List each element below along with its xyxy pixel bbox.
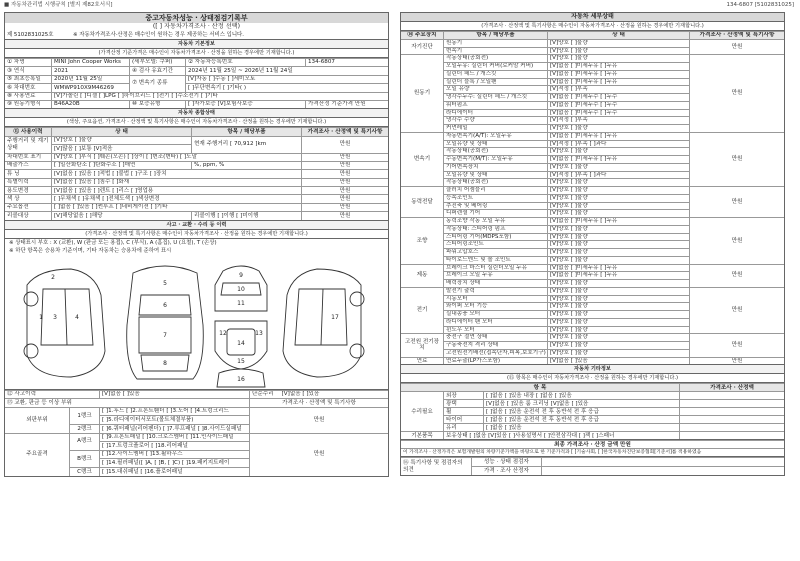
rank-2: 2랭크: [69, 424, 99, 433]
device-item: 등속조인트: [443, 194, 547, 202]
cell: 만원: [301, 186, 388, 194]
cell: 만원: [301, 161, 388, 169]
cell: ④ 검사 유효기간: [129, 66, 185, 74]
cell: ⑦ 변속기 종류: [129, 75, 185, 92]
inspector-label: 성능 · 상태 점검자: [471, 457, 541, 466]
cell: ⑬ 교환, 판금 등 이상 부위: [5, 398, 249, 407]
cell: ⑫ 사고이력: [5, 390, 99, 399]
cell: (세부모델: 쿠퍼): [129, 58, 185, 66]
cell: 주요옵션: [5, 203, 51, 211]
device-item: 라디에이터 팬 모터: [443, 318, 547, 326]
cell: 가격산정 기준가격 만원: [305, 100, 388, 108]
device-status: [V]양호 [ ]불량: [547, 240, 689, 248]
device-item: 원동기: [443, 39, 547, 47]
basic-heading: 자동차 기본정보: [4, 39, 389, 49]
cell: 현재 주행거리 [ 70,912 ]km: [191, 136, 301, 153]
document-subtitle: ([ ] 자동차가격조사 · 산정 선택): [4, 23, 389, 31]
cell: [V]없음 [ ]있음 [ ]침수 [ ]화재: [51, 178, 301, 186]
device-item: 수동변속기(M/T): 오일누유: [443, 155, 547, 163]
device-item: 오일유량 및 상태: [443, 171, 547, 179]
device-group-label: 원동기: [401, 54, 443, 132]
accident-note: (가격조사 · 산정액 및 특기사항은 매수인이 자동차가격조사 · 산정을 원하는 경우에만 기재합니다.): [4, 230, 389, 239]
device-status: [V]양호 [ ]불량: [547, 310, 689, 318]
device-status: [V]양호 [ ]불량: [547, 287, 689, 295]
header-left: ■ 자동차관리법 시행규칙 [별지 제82호서식]: [4, 2, 113, 8]
header-cell: 상 태: [51, 127, 191, 135]
cell: 리콜대상: [5, 211, 51, 219]
cell: 2021: [51, 66, 129, 74]
panel-label-5: 5: [163, 279, 167, 287]
device-status: [V]양호 [ ]불량: [547, 178, 689, 186]
device-status: [V]없음 [ ]미세누유 [ ]누유: [547, 132, 689, 140]
device-item: 오일 유량: [443, 85, 547, 93]
rank-b: B랭크: [69, 450, 99, 467]
panel-label-1: 1: [39, 313, 43, 321]
special-label: ⑯ 특기사항 및 점검자의 의견: [401, 457, 471, 475]
cell: 휠: [443, 407, 483, 415]
cell: [V]많음 [ ]보통 [V]적음: [51, 144, 191, 152]
panel-label-12: 12: [219, 329, 227, 337]
panel-label-9: 9: [239, 271, 243, 279]
cell: 만원: [301, 203, 388, 211]
panel-label-8: 8: [163, 359, 167, 367]
cell: 튜 닝: [5, 169, 51, 177]
cell: [ ]없음 [ ]있음 [ ]썬루프 [ ]네비게이션 [ ]기타: [51, 203, 301, 211]
summary-table: [4, 127, 389, 220]
cell: 가격조사 · 산정액 및 특기사항: [249, 398, 388, 407]
device-item: 윈도우 모터: [443, 326, 547, 334]
panel-label-4: 4: [75, 313, 79, 321]
device-status: [V]양호 [ ]불량: [547, 279, 689, 287]
cell: [ ]자가보증 [V]보험사보증: [185, 100, 305, 108]
device-price: 만원: [689, 54, 784, 132]
device-status: [V]없음 [ ]있음: [547, 357, 689, 365]
panel-label-10: 10: [237, 285, 245, 293]
cell: 광택: [443, 399, 483, 407]
device-status: [V]없음 [ ]미세누유 [ ]누유: [547, 155, 689, 163]
car-outline-svg: [5, 255, 388, 389]
panel-label-7: 7: [163, 331, 167, 339]
cell: ⑧ 사용연료: [5, 92, 51, 100]
other-table: [400, 383, 785, 440]
cell: [ ]없음 [ ]있음: [483, 423, 679, 431]
cell: [ ]없음 [ ]있음 내장 [ ]없음 [ ]있음: [483, 391, 679, 399]
device-item: 브레이크 오일 누유: [443, 271, 547, 279]
device-status: [V]양호 [ ]불량: [547, 147, 689, 155]
cell: ③ 연식: [5, 66, 51, 74]
device-item: 동력조향 작동 오일 누유: [443, 217, 547, 225]
device-item: 워터펌프: [443, 101, 547, 109]
simple-repair-value: [V]없음 [ ]있음: [281, 391, 320, 398]
cell: ⑨ 원동기형식: [5, 100, 51, 108]
cell: [679, 431, 784, 439]
device-group-label: 연료: [401, 357, 443, 365]
cell: 보유상태 [ ]없음 [V]있음 [ ]사용설명서 [ ]안전삼각대 [ ]잭 [ ]스패너: [443, 431, 679, 439]
accident-table: [4, 390, 389, 477]
car-diagram: [4, 239, 389, 390]
cell: 만원: [301, 153, 388, 161]
detail-table: [400, 31, 785, 365]
device-group-label: 변속기: [401, 132, 443, 186]
device-status: [V]없음 [ ]미세누수 [ ]누수: [547, 101, 689, 109]
cell: [ ]1.후드 [ ]2.프론트휀더 [ ]3.도어 [ ]4.트렁크리드: [99, 407, 249, 416]
cell: [V]해당없음 [ ]해당: [51, 211, 191, 219]
cell: MINI John Cooper Works: [51, 58, 129, 66]
right-page: [400, 12, 785, 556]
cell: [ ]무채색 [ ]유채색 [ ]전체도색 [ ]색상변경: [51, 194, 301, 202]
device-item: 연료누출(LP가스포함): [443, 357, 547, 365]
device-item: 디퍼렌셜 기어: [443, 209, 547, 217]
device-status: [V]양호 [ ]불량: [547, 194, 689, 202]
legend-line-2: ※ 하단 항목은 승용차 기준이며, 기타 자동차는 승용차에 준하여 표시: [9, 247, 172, 254]
device-price: 만원: [689, 287, 784, 334]
cell: [ ]9.프론트패널 [ ]10.크로스멤버 [ ]11.인사이드패널: [99, 433, 249, 442]
cell: 리콜이행 [ ]이행 [ ]미이행: [191, 211, 301, 219]
main-frame-label: 주요골격: [5, 433, 69, 476]
panel-label-15: 15: [237, 357, 245, 365]
cell: [ ]12.사이드멤버 [ ]13.휠하우스: [99, 450, 249, 459]
device-item: 오일누유: 실린더 커버(로커암 커버): [443, 62, 547, 70]
device-group-label: 제동: [401, 264, 443, 287]
device-price: 만원: [689, 217, 784, 264]
cell: 134-6807: [305, 58, 388, 66]
simple-repair-label: 단순수리: [252, 391, 274, 398]
basic-note: (가격산정 기준가격은 매수인이 자동차가격조사 · 산정을 원하는 경우에만 기재합니다.): [4, 49, 389, 58]
device-item: 작동상태(공회전): [443, 147, 547, 155]
detail-note: (가격조사 · 산정액 및 특기사항은 매수인이 자동차가격조사 · 산정을 원하는 경우에만 기재합니다.): [400, 22, 785, 31]
document-title: 중고자동차성능 · 상태점검기록부: [4, 12, 389, 23]
device-status: [V]없음 [ ]미세누수 [ ]누수: [547, 109, 689, 117]
cell: [679, 399, 784, 407]
service-note: ※ 자동차가격조사·산정은 매수인이 원하는 경우 제공하는 서비스 입니다.: [73, 32, 244, 38]
summary-note: (색상, 주요옵션, 가격조사 · 산정액 및 특기사항은 매수인이 자동차가격조사 · 산정을 원하는 경우에만 기재합니다.): [4, 118, 389, 127]
cell: 타이어: [443, 415, 483, 423]
device-price: 만원: [689, 39, 784, 55]
repair-label: 수리필요: [401, 391, 443, 431]
outer-panel-label: 외판부위: [5, 407, 69, 433]
device-item: 스티어링조인트: [443, 240, 547, 248]
device-status: [V]없음 [ ]미세누유 [ ]누유: [547, 264, 689, 272]
cell: 특별이력: [5, 178, 51, 186]
device-status: [V]양호 [ ]불량: [547, 209, 689, 217]
device-status: [V]양호 [ ]불량: [547, 186, 689, 194]
panel-label-6: 6: [163, 301, 167, 309]
fee-section: [400, 440, 785, 457]
panel-label-3: 3: [53, 313, 57, 321]
device-status: [V]적정 [ ]부족: [547, 116, 689, 124]
cell: [541, 466, 784, 475]
cell: [679, 391, 784, 399]
cell: ② 자동차등록번호: [185, 58, 305, 66]
cell: [V]없음 [ ]있음 [ ]적법 [ ]불법 [ ]구조 [ ]장치: [51, 169, 301, 177]
header-cell: 상 태: [547, 31, 689, 39]
cell: [679, 407, 784, 415]
cell: 유리: [443, 423, 483, 431]
cell: [ ]없음 [ ]있음 운전석 전 후 동반석 전 후 응급: [483, 415, 679, 423]
cell: [V]없음 [ ]있음 [ ]렌트 [ ]리스 [ ]영업용: [51, 186, 301, 194]
price-cell: 만원: [249, 407, 388, 433]
device-item: 충전구 절연 상태: [443, 333, 547, 341]
cell: [V]없음 [ ]있음: [99, 390, 249, 399]
price-cell: 만원: [249, 433, 388, 476]
cell: %, ppm, %: [191, 161, 301, 169]
device-status: [V]양호 [ ]불량: [547, 341, 689, 349]
left-page: [4, 12, 389, 556]
device-item: 실내송풍 모터: [443, 310, 547, 318]
device-item: 고전원전기배선(접속단자,피복,보호기구): [443, 349, 547, 357]
device-item: 시동모터: [443, 295, 547, 303]
accident-heading: 사고 · 교환 · 수리 등 이력: [4, 221, 389, 230]
device-status: [V]양호 [ ]불량: [547, 248, 689, 256]
cell: 2024년 11월 25일 ~ 2026년 11월 24일: [185, 66, 388, 74]
rank-a: A랭크: [69, 433, 99, 450]
device-price: 만원: [689, 186, 784, 217]
cell: [541, 457, 784, 466]
header-cell: ⑭ 주요장치: [401, 31, 443, 39]
device-item: 실린더 헤드 / 개스킷: [443, 70, 547, 78]
panel-label-17: 17: [331, 313, 339, 321]
device-status: [V]없음 [ ]미세누수 [ ]누수: [547, 93, 689, 101]
cell: 차대번호 표기: [5, 153, 51, 161]
rank-c: C랭크: [69, 467, 99, 476]
device-status: [V]양호 [ ]불량: [547, 318, 689, 326]
legend-line: ※ 상태표시 부호 : X (교환), W (판금 또는 용접), C (부식), A (흠집), U (요철), T (손상): [9, 239, 217, 246]
cell: B46A20B: [51, 100, 129, 108]
device-price: 만원: [689, 333, 784, 356]
cell: 색 상: [5, 194, 51, 202]
device-item: 실린더 블록 / 오일팬: [443, 78, 547, 86]
device-item: 냉각수 수량: [443, 116, 547, 124]
device-group-label: 동력전달: [401, 186, 443, 217]
cell: 만원: [301, 178, 388, 186]
device-status: [V]양호 [ ]불량: [547, 39, 689, 47]
rank-1: 1랭크: [69, 407, 99, 424]
device-status: [V]적정 [ ]부족 [ ]과다: [547, 171, 689, 179]
header-cell: 항 목: [401, 383, 679, 391]
cell: [ ]17.트렁크플로어 [ ]18.리어패널: [99, 441, 249, 450]
device-status: [V]양호 [ ]불량: [547, 124, 689, 132]
cell: 만원: [301, 211, 388, 219]
device-item: 냉각수누수: 실린더 헤드 / 개스킷: [443, 93, 547, 101]
device-status: [V]양호 [ ]불량: [547, 233, 689, 241]
summary-heading: 자동차 종합상태: [4, 109, 389, 118]
header-cell: 가격조사 · 산정액 및 특기사항: [301, 127, 388, 135]
device-item: 발전기 출력: [443, 287, 547, 295]
header-cell: 가격조사 · 산정액: [679, 383, 784, 391]
device-item: 배력장치 상태: [443, 279, 547, 287]
panel-label-2: 2: [51, 273, 55, 281]
panel-label-14: 14: [237, 339, 245, 347]
device-status: [V]없음 [ ]미세누유 [ ]누유: [547, 70, 689, 78]
cell: 만원: [301, 136, 388, 153]
doc-number: 제 5102831025호: [7, 32, 54, 38]
device-item: 작동상태(공회전): [443, 54, 547, 62]
cell: 용도변경: [5, 186, 51, 194]
final-price-line: 최종 가격조사 · 산정 금액 만원: [401, 440, 784, 448]
device-item: 작동상태: 스티어링 펌프: [443, 225, 547, 233]
appraiser-label: 가격 · 조사 산정자: [471, 466, 541, 475]
cell: [ ]무단변속기 [ ]기타( ): [185, 83, 388, 91]
device-status: [V]없음 [ ]미세누유 [ ]누유: [547, 78, 689, 86]
device-status: [V]양호 [ ]불량: [547, 225, 689, 233]
device-item: 추진축 및 베어링: [443, 202, 547, 210]
device-status: [V]양호 [ ]불량: [547, 256, 689, 264]
device-status: [V]양호 [ ]불량: [547, 47, 689, 55]
cell: [ ]14.필러패널([ ]A, [ ]B, [ ]C) [ ]19.패키지트레이: [99, 458, 249, 467]
device-status: [V]적정 [ ]부족: [547, 85, 689, 93]
cell: ⑤ 최초등록일: [5, 75, 51, 83]
device-group-label: 자기진단: [401, 39, 443, 55]
device-status: [V]양호 [ ]불량: [547, 202, 689, 210]
basis-line: 이 가격조사 · 산정가격은 보험개발원의 차량기준가액을 바탕으로 한 기준가격과 [ ]기술사회, [ ]한국자동차진단보증협회[기준서]를 적용하였음: [401, 448, 784, 456]
device-status: [V]양호 [ ]불량: [547, 302, 689, 310]
device-item: 클러치 어셈블리: [443, 186, 547, 194]
header-cell: 항목 / 해당부품: [191, 127, 301, 135]
device-status: [V]양호 [ ]불량: [547, 54, 689, 62]
cell: WMWP910X9M46269: [51, 83, 129, 91]
device-item: 라디에이터: [443, 109, 547, 117]
device-item: 구동축전지 격리 상태: [443, 341, 547, 349]
header-cell: 항목 / 해당부품: [443, 31, 547, 39]
cell: [ ]5.라디에이터서포트(볼트체결부품): [99, 415, 249, 424]
device-item: 기어변속장치: [443, 163, 547, 171]
cell: 외장: [443, 391, 483, 399]
cell: [V]양호 [ ]부식 [ ]훼손(오손) [ ]상이 [ ]변조(변타) [ ]도말: [51, 153, 301, 161]
header-cell: ⑪ 사용이력: [5, 127, 51, 135]
cell: [ ]없음 [ ]있음 운전석 전 후 동반석 전 후 응급: [483, 407, 679, 415]
other-note: (⑮ 항목은 매수인이 자동차가격조사 · 산정을 원하는 경우에만 기재합니다.): [400, 374, 785, 383]
cell: 만원: [301, 194, 388, 202]
cell: 만원: [301, 169, 388, 177]
device-item: 파워고압호스: [443, 248, 547, 256]
device-item: 타이로드엔드 및 볼 조인트: [443, 256, 547, 264]
device-group-label: 전기: [401, 287, 443, 334]
cell: [ ]15.대쉬패널 [ ]16.플로어패널: [99, 467, 249, 476]
device-price: 만원: [689, 132, 784, 186]
cell: 배출가스: [5, 161, 51, 169]
device-status: [V]양호 [ ]불량: [547, 333, 689, 341]
device-item: 변속기: [443, 47, 547, 55]
basic-items-label: 기본품목: [401, 431, 443, 439]
cell: [V]양호 [ ]불량: [51, 136, 191, 144]
header-right: 134-6807 [5102831025]: [726, 2, 794, 8]
header-cell: 가격조사 · 산정액 및 특기사항: [689, 31, 784, 39]
cell: [679, 423, 784, 431]
cell: [249, 390, 388, 399]
device-status: [V]양호 [ ]불량: [547, 163, 689, 171]
device-status: [V]없음 [ ]미세누유 [ ]누유: [547, 62, 689, 70]
device-item: 오일유량 및 상태: [443, 140, 547, 148]
device-status: [V]적정 [ ]부족 [ ]과다: [547, 140, 689, 148]
cell: [ ]6.쿼터패널(리어펜더) [ ]7.루프패널 [ ]8.사이드실패널: [99, 424, 249, 433]
cell: ⑥ 차대번호: [5, 83, 51, 91]
device-item: 스티어링 기어(MDPS포함): [443, 233, 547, 241]
panel-label-11: 11: [237, 299, 245, 307]
doc-number-row: [4, 31, 389, 39]
device-item: 브레이크 마스터 실린더오일 누유: [443, 264, 547, 272]
device-price: 만원: [689, 357, 784, 365]
cell: [679, 415, 784, 423]
cell: [V]가솔린 [ ]디젤 [ ]LPG [ ]하이브리드 [ ]전기 [ ]수소전기 [ ]기타: [51, 92, 388, 100]
device-status: [V]없음 [ ]미세누유 [ ]누유: [547, 271, 689, 279]
special-section: [400, 457, 785, 476]
detail-title: 자동차 세부상태: [400, 12, 785, 22]
device-status: [V]양호 [ ]불량: [547, 349, 689, 357]
cell: [ ]일산화탄소 [ ]탄화수소 [ ]매연: [51, 161, 191, 169]
other-heading: 자동차 기타정보: [400, 365, 785, 374]
cell: ① 차명: [5, 58, 51, 66]
device-group-label: 고전원 전기장치: [401, 333, 443, 356]
cell: 주행거리 및 계기상태: [5, 136, 51, 153]
device-price: 만원: [689, 264, 784, 287]
panel-label-16: 16: [237, 375, 245, 383]
device-item: 작동상태(공회전): [443, 178, 547, 186]
basic-table: [4, 58, 389, 109]
device-item: 와이퍼 모터 기능: [443, 302, 547, 310]
device-status: [V]양호 [ ]불량: [547, 326, 689, 334]
device-status: [V]양호 [ ]불량: [547, 295, 689, 303]
device-item: 자동변속기(A/T): 오일누유: [443, 132, 547, 140]
device-status: [V]없음 [ ]미세누유 [ ]누유: [547, 217, 689, 225]
cell: [V]자동 [ ]수동 [ ]세미오토: [185, 75, 388, 83]
cell: [V]없음 [ ]있음 룸 크리닝 [V]없음 [ ]있음: [483, 399, 679, 407]
device-group-label: 조향: [401, 217, 443, 264]
panel-label-13: 13: [255, 329, 263, 337]
cell: 2020년 11월 25일: [51, 75, 129, 83]
cell: ⑩ 보증유형: [129, 100, 185, 108]
device-item: 커먼레일: [443, 124, 547, 132]
